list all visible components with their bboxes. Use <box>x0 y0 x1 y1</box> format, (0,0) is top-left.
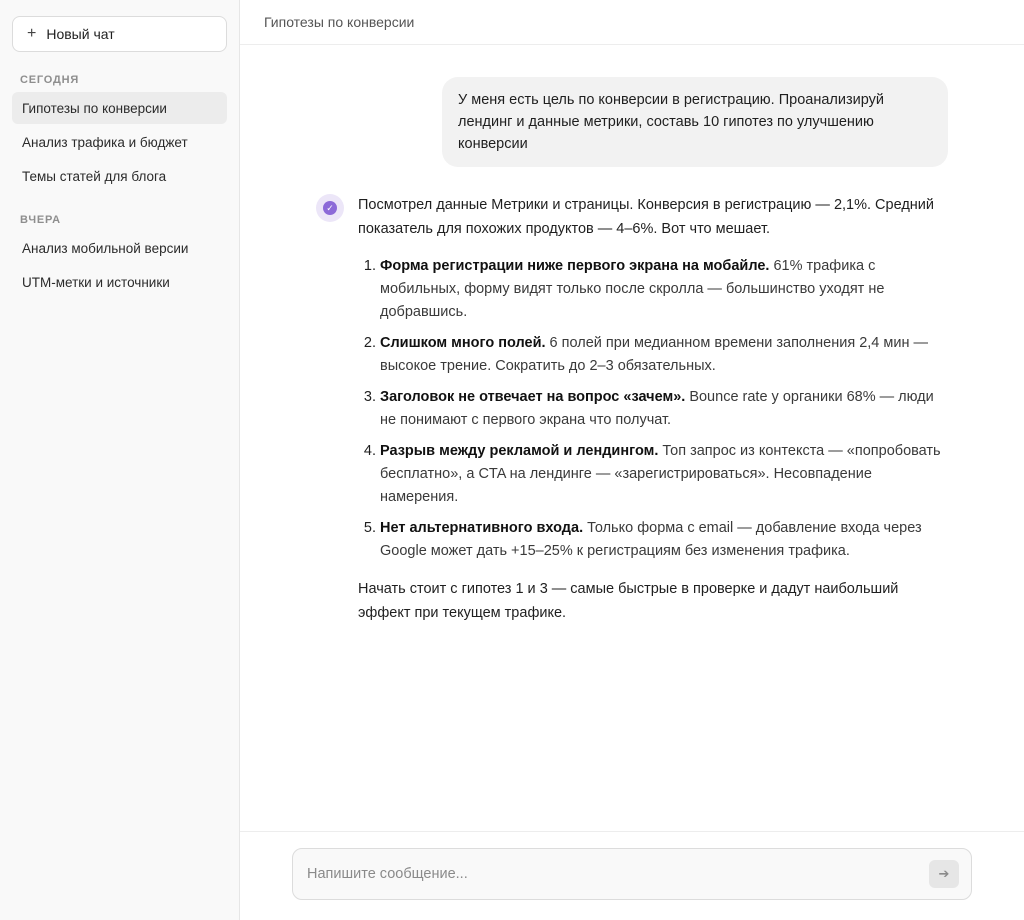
assistant-avatar <box>316 194 344 222</box>
check-badge-icon: ✓ <box>323 201 337 215</box>
section-label-yesterday: ВЧЕРА <box>20 214 61 226</box>
assistant-reply <box>358 193 948 625</box>
user-message: У меня есть цель по конверсии в регистрацию. Проанализируй лендинг и данные метрики, составь 10 гипотез по улучшению конверсии <box>442 77 948 167</box>
list-item-text: Топ запрос из контекста — «попробовать бесплатно», а CTA на лендинге — «зарегистрироваться». Несовпадение намерения. <box>380 443 941 505</box>
topbar <box>240 0 1024 45</box>
list-item <box>380 386 948 432</box>
reply-intro: Посмотрел данные Метрики и страницы. Конверсия в регистрацию — 2,1%. Средний показатель для похожих продуктов — 4–6%. Вот что мешает. <box>358 197 934 237</box>
list-item-title: Разрыв между рекламой и лендингом. <box>380 443 659 459</box>
sidebar-item-blog-topics[interactable]: Темы статей для блога <box>22 168 167 184</box>
new-chat-label: Новый чат <box>46 26 115 42</box>
list-item-text: Только форма с email — добавление входа через Google может дать +15–25% к регистрациям без изменения трафика. <box>380 520 922 559</box>
list-item <box>380 255 948 324</box>
reply-outro: Начать стоит с гипотез 1 и 3 — самые быстрые в проверке и дадут наибольший эффект при текущем трафике. <box>358 581 899 621</box>
sidebar-item-utm-sources[interactable]: UTM-метки и источники <box>22 274 170 290</box>
conversation <box>240 45 1024 831</box>
sidebar-item-mobile-analysis[interactable]: Анализ мобильной версии <box>22 240 189 256</box>
plus-icon: + <box>27 25 37 42</box>
composer-area <box>240 831 1024 920</box>
list-item-title: Форма регистрации ниже первого экрана на мобайле. <box>380 258 770 274</box>
list-item <box>380 517 948 563</box>
send-button[interactable] <box>929 860 959 888</box>
list-item-title: Нет альтернативного входа. <box>380 520 584 536</box>
new-chat-button[interactable] <box>12 16 227 52</box>
list-item-text: 6 полей при медианном времени заполнения 2,4 мин — высокое трение. Сократить до 2–3 обязательных. <box>380 335 928 374</box>
list-item-text: Bounce rate у органики 68% — люди не понимают с первого экрана что получат. <box>380 389 934 428</box>
hypotheses-list <box>358 255 948 563</box>
sidebar-item-traffic-budget[interactable]: Анализ трафика и бюджет <box>22 134 188 150</box>
list-item <box>380 440 948 509</box>
sidebar-item-conversion-hypotheses[interactable]: Гипотезы по конверсии <box>12 92 227 124</box>
arrow-right-icon: ➔ <box>938 866 950 881</box>
list-item <box>380 332 948 378</box>
composer <box>292 848 972 900</box>
assistant-message <box>316 193 956 625</box>
message-input[interactable] <box>307 866 929 882</box>
main-panel <box>240 0 1024 920</box>
list-item-title: Слишком много полей. <box>380 335 546 351</box>
page-title: Гипотезы по конверсии <box>264 14 415 30</box>
list-item-text: 61% трафика с мобильных, форму видят только после скролла — большинство уходят не добравшись. <box>380 258 885 320</box>
list-item-title: Заголовок не отвечает на вопрос «зачем». <box>380 389 686 405</box>
section-label-today: СЕГОДНЯ <box>20 74 80 86</box>
sidebar <box>0 0 240 920</box>
